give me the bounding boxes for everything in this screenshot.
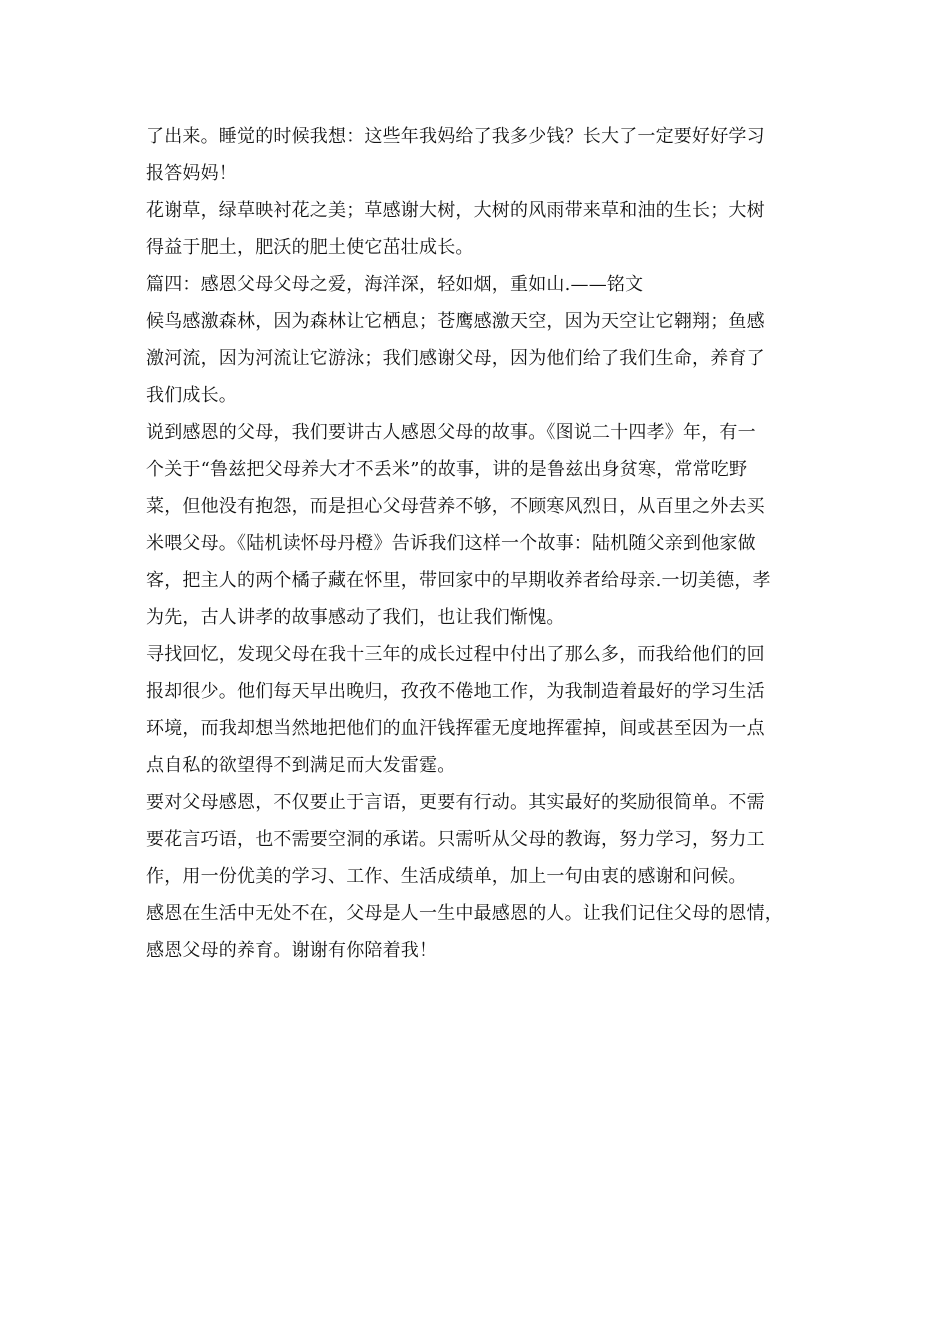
text-line: 环境，而我却想当然地把他们的血汗钱挥霍无度地挥霍掉，间或甚至因为一点 bbox=[146, 718, 765, 739]
text-line: 报却很少。他们每天早出晚归，孜孜不倦地工作，为我制造着最好的学习生活 bbox=[146, 681, 765, 702]
text-line: 为先，古人讲孝的故事感动了我们，也让我们惭愧。 bbox=[146, 607, 565, 628]
essay-text bbox=[146, 118, 806, 969]
text-line: 我们成长。 bbox=[146, 385, 237, 406]
text-line: 激河流，因为河流让它游泳；我们感谢父母，因为他们给了我们生命，养育了 bbox=[146, 348, 765, 369]
text-line: 说到感恩的父母，我们要讲古人感恩父母的故事。《图说二十四孝》年，有一 bbox=[146, 422, 756, 443]
text-line: 米喂父母。《陆机读怀母丹橙》告诉我们这样一个故事：陆机随父亲到他家做 bbox=[146, 533, 756, 554]
text-line: 作，用一份优美的学习、工作、生活成绩单，加上一句由衷的感谢和问候。 bbox=[146, 866, 747, 887]
text-line: 候鸟感激森林，因为森林让它栖息；苍鹰感激天空，因为天空让它翱翔；鱼感 bbox=[146, 311, 765, 332]
text-line: 客，把主人的两个橘子藏在怀里，带回家中的早期收养者给母亲.一切美德，孝 bbox=[146, 570, 771, 591]
text-line: 点自私的欲望得不到满足而大发雷霆。 bbox=[146, 755, 456, 776]
text-line: 报答妈妈！ bbox=[146, 163, 237, 184]
text-line: 了出来。睡觉的时候我想：这些年我妈给了我多少钱？长大了一定要好好学习 bbox=[146, 126, 765, 147]
text-line: 菜，但他没有抱怨，而是担心父母营养不够，不顾寒风烈日，从百里之外去买 bbox=[146, 496, 765, 517]
text-line: 感恩父母的养育。谢谢有你陪着我！ bbox=[146, 940, 438, 961]
text-line: 个关于“鲁兹把父母养大才不丢米”的故事，讲的是鲁兹出身贫寒，常常吃野 bbox=[146, 459, 748, 480]
text-line: 要对父母感恩，不仅要止于言语，更要有行动。其实最好的奖励很简单。不需 bbox=[146, 792, 765, 813]
text-line: 得益于肥土，肥沃的肥土使它茁壮成长。 bbox=[146, 237, 474, 258]
text-line: 寻找回忆，发现父母在我十三年的成长过程中付出了那么多，而我给他们的回 bbox=[146, 644, 765, 665]
text-line: 感恩在生活中无处不在，父母是人一生中最感恩的人。让我们记住父母的恩情， bbox=[146, 903, 783, 924]
text-line: 花谢草，绿草映衬花之美；草感谢大树，大树的风雨带来草和油的生长；大树 bbox=[146, 200, 765, 221]
text-line: 要花言巧语，也不需要空洞的承诺。只需听从父母的教诲，努力学习，努力工 bbox=[146, 829, 765, 850]
section-heading-line: 篇四：感恩父母父母之爱，海洋深，轻如烟，重如山.——铭文 bbox=[146, 274, 644, 295]
